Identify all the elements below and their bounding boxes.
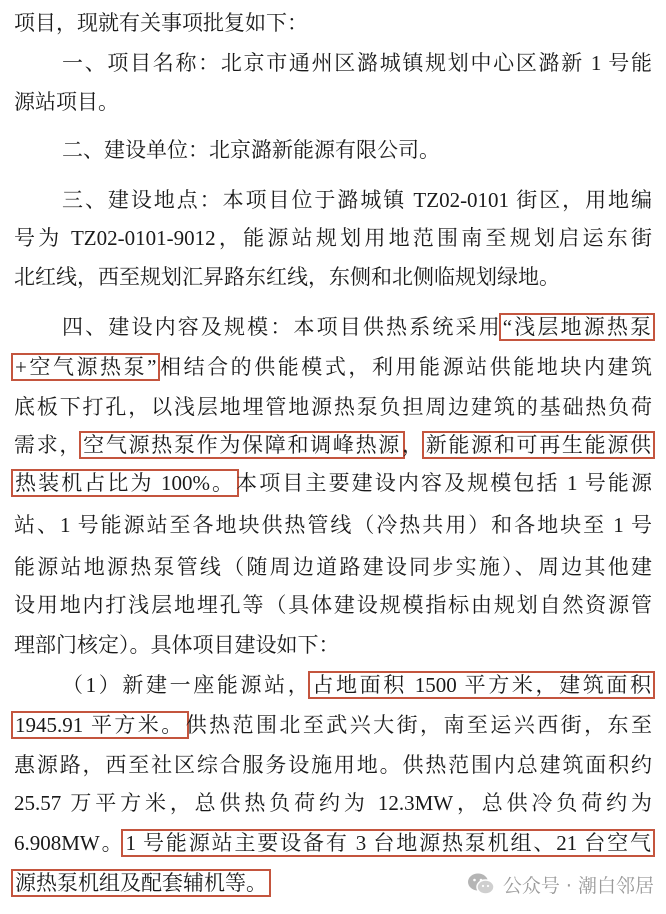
text-line — [14, 389, 652, 425]
text-segment: 本项目主要建设内容及规模包括 1 号能源 — [236, 471, 653, 495]
highlighted-text: 热装机占比为 100%。 — [11, 469, 239, 497]
text-line — [62, 667, 652, 703]
text-segment: 需求， — [14, 433, 83, 457]
text-line — [14, 84, 652, 120]
text-segment: 相结合的供能模式，利用能源站供能地块内建筑 — [157, 355, 652, 379]
text-line — [14, 5, 652, 41]
text-segment: 一、项目名称：北京市通州区潞城镇规划中心区潞新 1 号能 — [62, 51, 652, 75]
text-segment: 底板下打孔，以浅层地埋管地源热泵负担周边建筑的基础热负荷 — [14, 395, 652, 419]
text-line — [14, 465, 652, 501]
text-segment: 站、1 号能源站至各地块供热管线（冷热共用）和各地块至 1 号 — [14, 513, 652, 537]
text-segment: 二、建设单位：北京潞新能源有限公司。 — [62, 138, 440, 162]
text-segment: 项目，现就有关事项批复如下： — [14, 11, 308, 35]
text-line — [14, 349, 652, 385]
text-segment: 号为 TZ02-0101-9012，能源站规划用地范围南至规划启运东街 — [14, 226, 652, 250]
wechat-icon — [467, 872, 495, 896]
text-line — [14, 259, 652, 295]
text-segment: 供热范围北至武兴大街，南至运兴西街，东至 — [185, 713, 652, 737]
text-segment: 能源站地源热泵管线（随周边道路建设同步实施）、周边其他建 — [14, 555, 652, 579]
highlighted-text: 1 号能源站主要设备有 3 台地源热泵机组、21 台空气 — [121, 829, 655, 857]
highlighted-text: 新能源和可再生能源供 — [422, 431, 655, 459]
text-line — [14, 427, 652, 463]
text-line — [62, 132, 652, 168]
highlighted-text: 空气源热泵作为保障和调峰热源 — [79, 431, 405, 459]
highlighted-text: +空气源热泵” — [11, 353, 160, 381]
text-segment: 理部门核定）。具体项目建设如下： — [14, 633, 340, 657]
text-segment: 设用地内打浅层地埋孔等（具体建设规模指标由规划自然资源管 — [14, 593, 652, 617]
text-segment: 源站项目。 — [14, 90, 119, 114]
watermark — [467, 869, 654, 899]
text-segment: 北红线，西至规划汇昇路东红线，东侧和北侧临规划绿地。 — [14, 265, 560, 289]
text-line — [14, 507, 652, 543]
text-line — [14, 549, 652, 585]
text-segment: 惠源路，西至社区综合服务设施用地。供热范围内总建筑面积约 — [14, 753, 652, 777]
text-line — [14, 627, 652, 663]
text-segment: 6.908MW。 — [14, 831, 125, 855]
text-segment: 三、建设地点：本项目位于潞城镇 TZ02-0101 街区，用地编 — [62, 188, 652, 212]
text-line — [62, 182, 652, 218]
text-segment: 25.57 万平方米，总供热负荷约为 12.3MW，总供冷负荷约为 — [14, 791, 652, 815]
text-line — [14, 220, 652, 256]
text-line — [14, 587, 652, 623]
highlighted-text: “浅层地源热泵 — [499, 313, 655, 341]
highlighted-text: 源热泵机组及配套辅机等。 — [11, 869, 271, 897]
text-line — [14, 707, 652, 743]
text-segment: ， — [401, 433, 425, 457]
text-line — [14, 785, 652, 821]
highlighted-text: 占地面积 1500 平方米，建筑面积 — [308, 671, 655, 699]
text-line — [62, 45, 652, 81]
text-line — [14, 825, 652, 861]
text-line — [14, 747, 652, 783]
highlighted-text: 1945.91 平方米。 — [11, 711, 189, 739]
text-line — [62, 309, 652, 345]
text-segment: （1）新建一座能源站， — [62, 673, 312, 697]
text-segment: 四、建设内容及规模：本项目供热系统采用 — [62, 315, 502, 339]
watermark-text: 公众号 · 潮白邻居 — [502, 874, 654, 897]
